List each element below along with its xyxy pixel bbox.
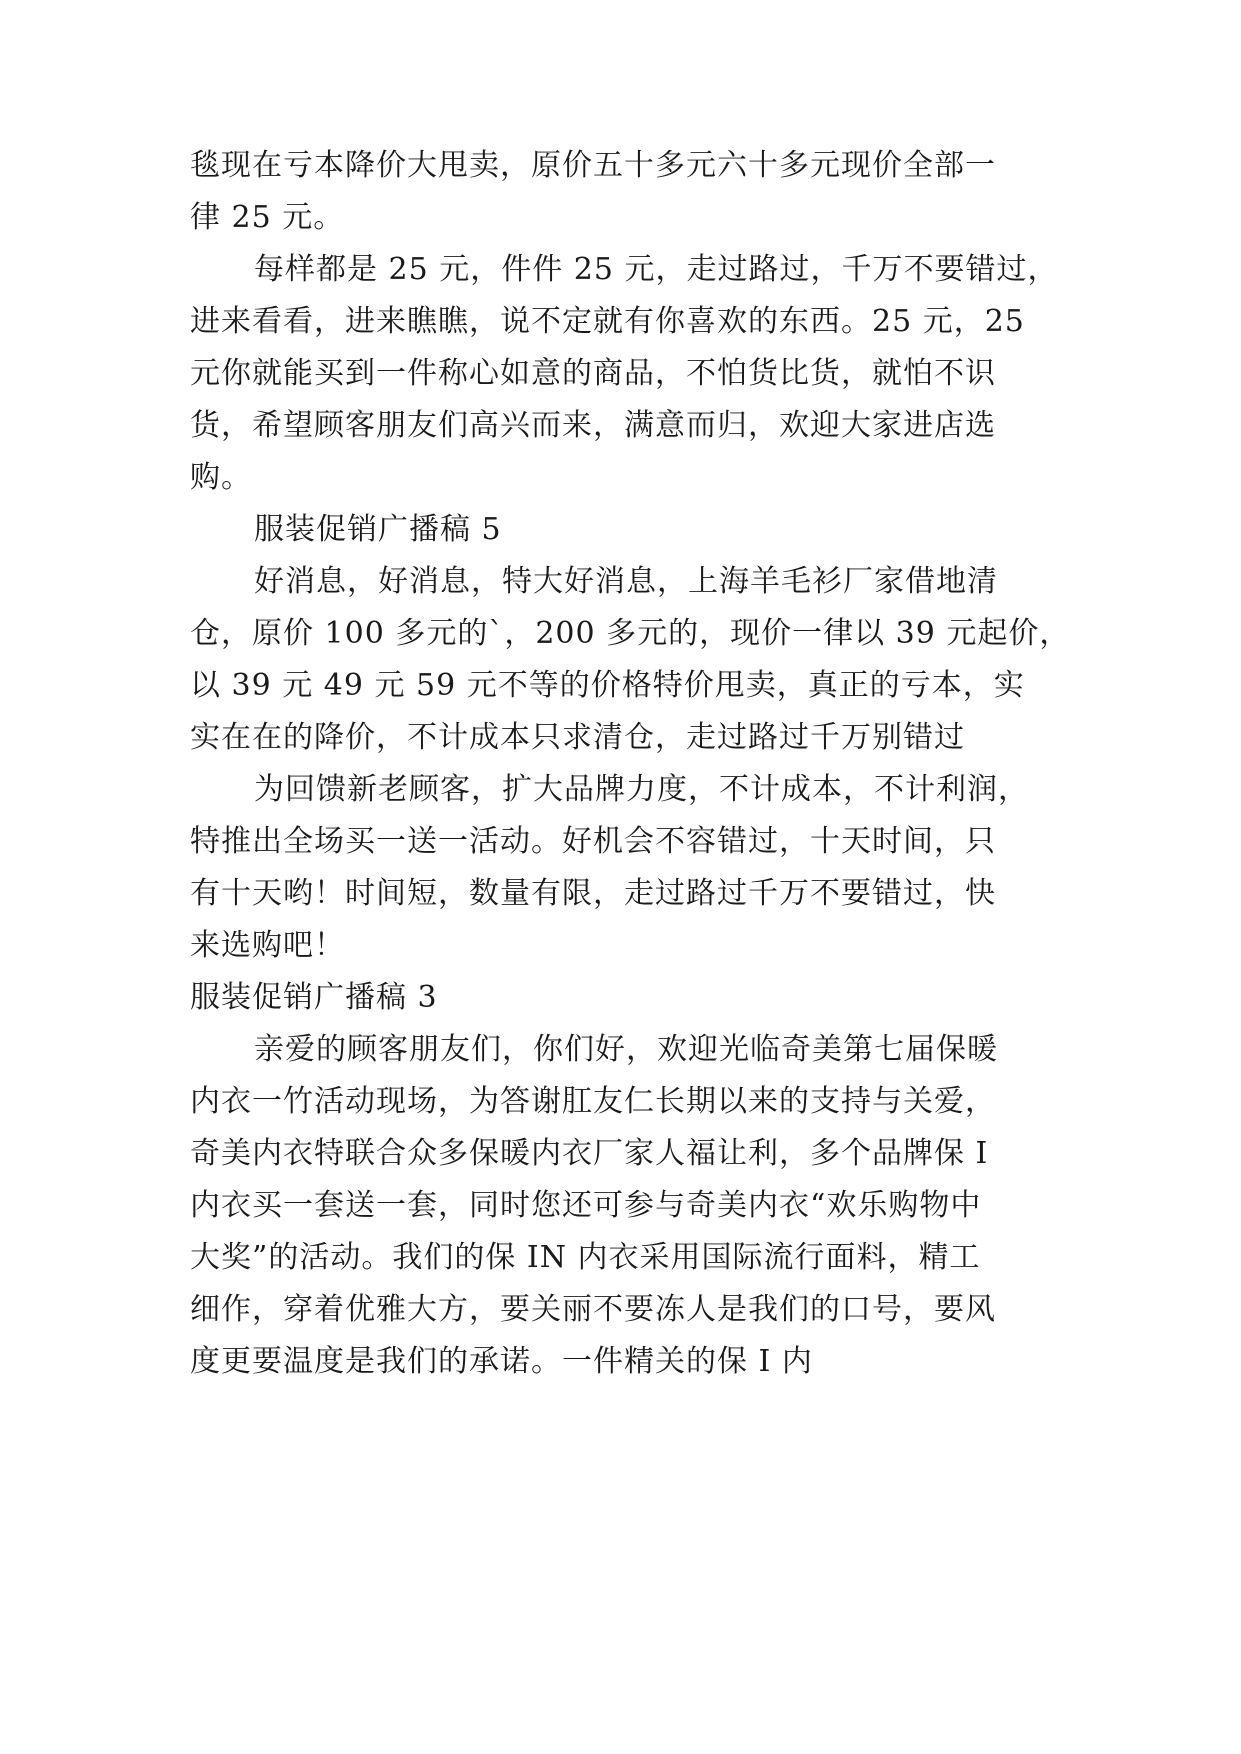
paragraph-line: 律 25 元。 <box>190 200 345 235</box>
paragraph-line: 细作，穿着优雅大方，要关丽不要冻人是我们的口号，要风 <box>190 1292 996 1327</box>
paragraph-line: 亲爱的顾客朋友们，你们好，欢迎光临奇美第七届保暖 <box>254 1032 998 1067</box>
paragraph-line: 进来看看，进来瞧瞧，说不定就有你喜欢的东西。25 元，25 <box>190 304 1025 339</box>
paragraph-line: 度更要温度是我们的承诺。一件精关的保 I 内 <box>190 1344 813 1379</box>
paragraph-line: 大奖”的活动。我们的保 IN 内衣采用国际流行面料，精工 <box>190 1240 981 1275</box>
paragraph-line: 实在在的降价，不计成本只求清仓，走过路过千万别错过 <box>190 720 965 755</box>
paragraph-line: 特推出全场买一送一活动。好机会不容错过，十天时间，只 <box>190 824 996 859</box>
section-heading: 服装促销广播稿 5 <box>254 512 502 547</box>
paragraph-line: 货，希望顾客朋友们高兴而来，满意而归，欢迎大家进店选 <box>190 408 996 443</box>
paragraph-line: 购。 <box>190 460 252 495</box>
paragraph-line: 仓，原价 100 多元的`，200 多元的，现价一律以 39 元起价， <box>190 616 1071 651</box>
paragraph-line: 内衣一竹活动现场，为答谢肛友仁长期以来的支持与关爱， <box>190 1084 996 1119</box>
paragraph-line: 每样都是 25 元，件件 25 元，走过路过，千万不要错过， <box>254 252 1059 287</box>
paragraph-line: 来选购吧！ <box>190 928 345 963</box>
paragraph-line: 为回馈新老顾客，扩大品牌力度，不计成本，不计利润， <box>254 772 1029 807</box>
paragraph-line: 有十天哟！时间短，数量有限，走过路过千万不要错过，快 <box>190 876 996 911</box>
paragraph-line: 毯现在亏本降价大甩卖，原价五十多元六十多元现价全部一 <box>190 148 996 183</box>
paragraph-line: 以 39 元 49 元 59 元不等的价格特价甩卖，真正的亏本，实 <box>190 668 1025 703</box>
paragraph-line: 元你就能买到一件称心如意的商品，不怕货比货，就怕不识 <box>190 356 996 391</box>
paragraph-line: 内衣买一套送一套，同时您还可参与奇美内衣“欢乐购物中 <box>190 1188 982 1223</box>
section-heading: 服装促销广播稿 3 <box>190 980 438 1015</box>
paragraph-line: 奇美内衣特联合众多保暖内衣厂家人福让利，多个品牌保 I <box>190 1136 989 1171</box>
paragraph-line: 好消息，好消息，特大好消息，上海羊毛衫厂家借地清 <box>254 564 998 599</box>
